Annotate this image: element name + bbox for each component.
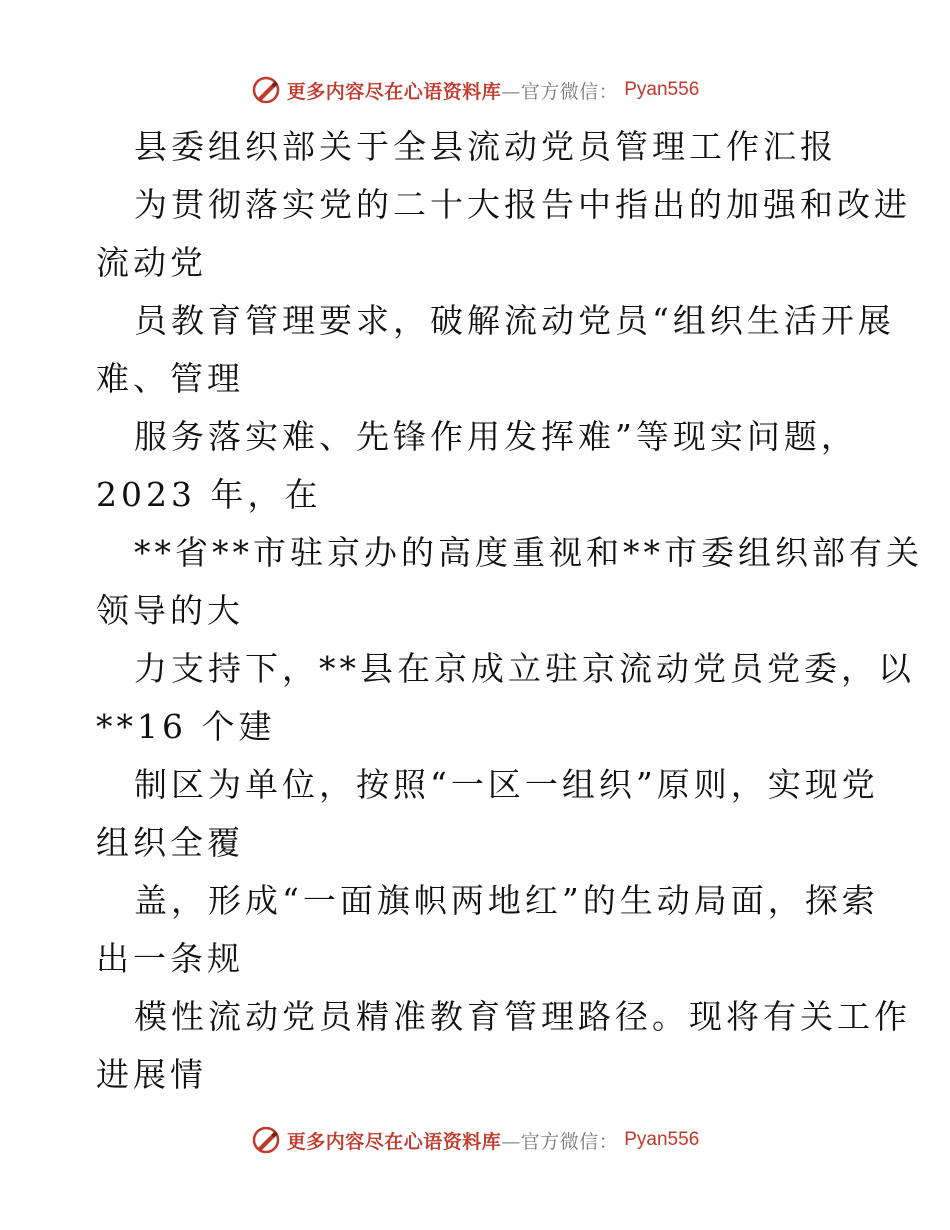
text-line: 模性流动党员精准教育管理路径。现将有关工作: [134, 997, 911, 1036]
text-line: **16 个建: [96, 707, 276, 746]
text-line: 组织全覆: [96, 823, 244, 862]
text-line: 2023 年，在: [96, 475, 322, 514]
watermark-id: Pyan556: [624, 79, 700, 100]
text-line: 难、管理: [96, 359, 244, 398]
watermark-id: Pyan556: [624, 1129, 700, 1150]
text-line: 服务落实难、先锋作用发挥难”等现实问题，: [134, 417, 858, 456]
text-line: 出一条规: [96, 939, 244, 978]
text-line: 力支持下，**县在京成立驻京流动党员党委，以: [134, 649, 915, 688]
document-body: [96, 118, 923, 1104]
watermark-label: 更多内容尽在心语资料库—官方微信：: [286, 1130, 619, 1153]
pen-logo-icon: [251, 1125, 281, 1155]
text-line: 制区为单位，按照“一区一组织”原则，实现党: [134, 765, 879, 804]
watermark-label: 更多内容尽在心语资料库—官方微信：: [286, 80, 619, 103]
text-line: 领导的大: [96, 591, 244, 630]
header-watermark: [0, 70, 950, 110]
pen-logo-icon: [251, 75, 281, 105]
footer-watermark: [0, 1120, 950, 1160]
text-line: 员教育管理要求，破解流动党员“组织生活开展: [134, 301, 895, 340]
text-line: 进展情: [96, 1055, 207, 1094]
text-line: 盖，形成“一面旗帜两地红”的生动局面，探索: [134, 881, 879, 920]
text-line: 县委组织部关于全县流动党员管理工作汇报: [134, 127, 837, 166]
text-line: 流动党: [96, 243, 207, 282]
text-line: 为贯彻落实党的二十大报告中指出的加强和改进: [134, 185, 911, 224]
text-line: **省**市驻京办的高度重视和**市委组织部有关: [134, 533, 923, 572]
